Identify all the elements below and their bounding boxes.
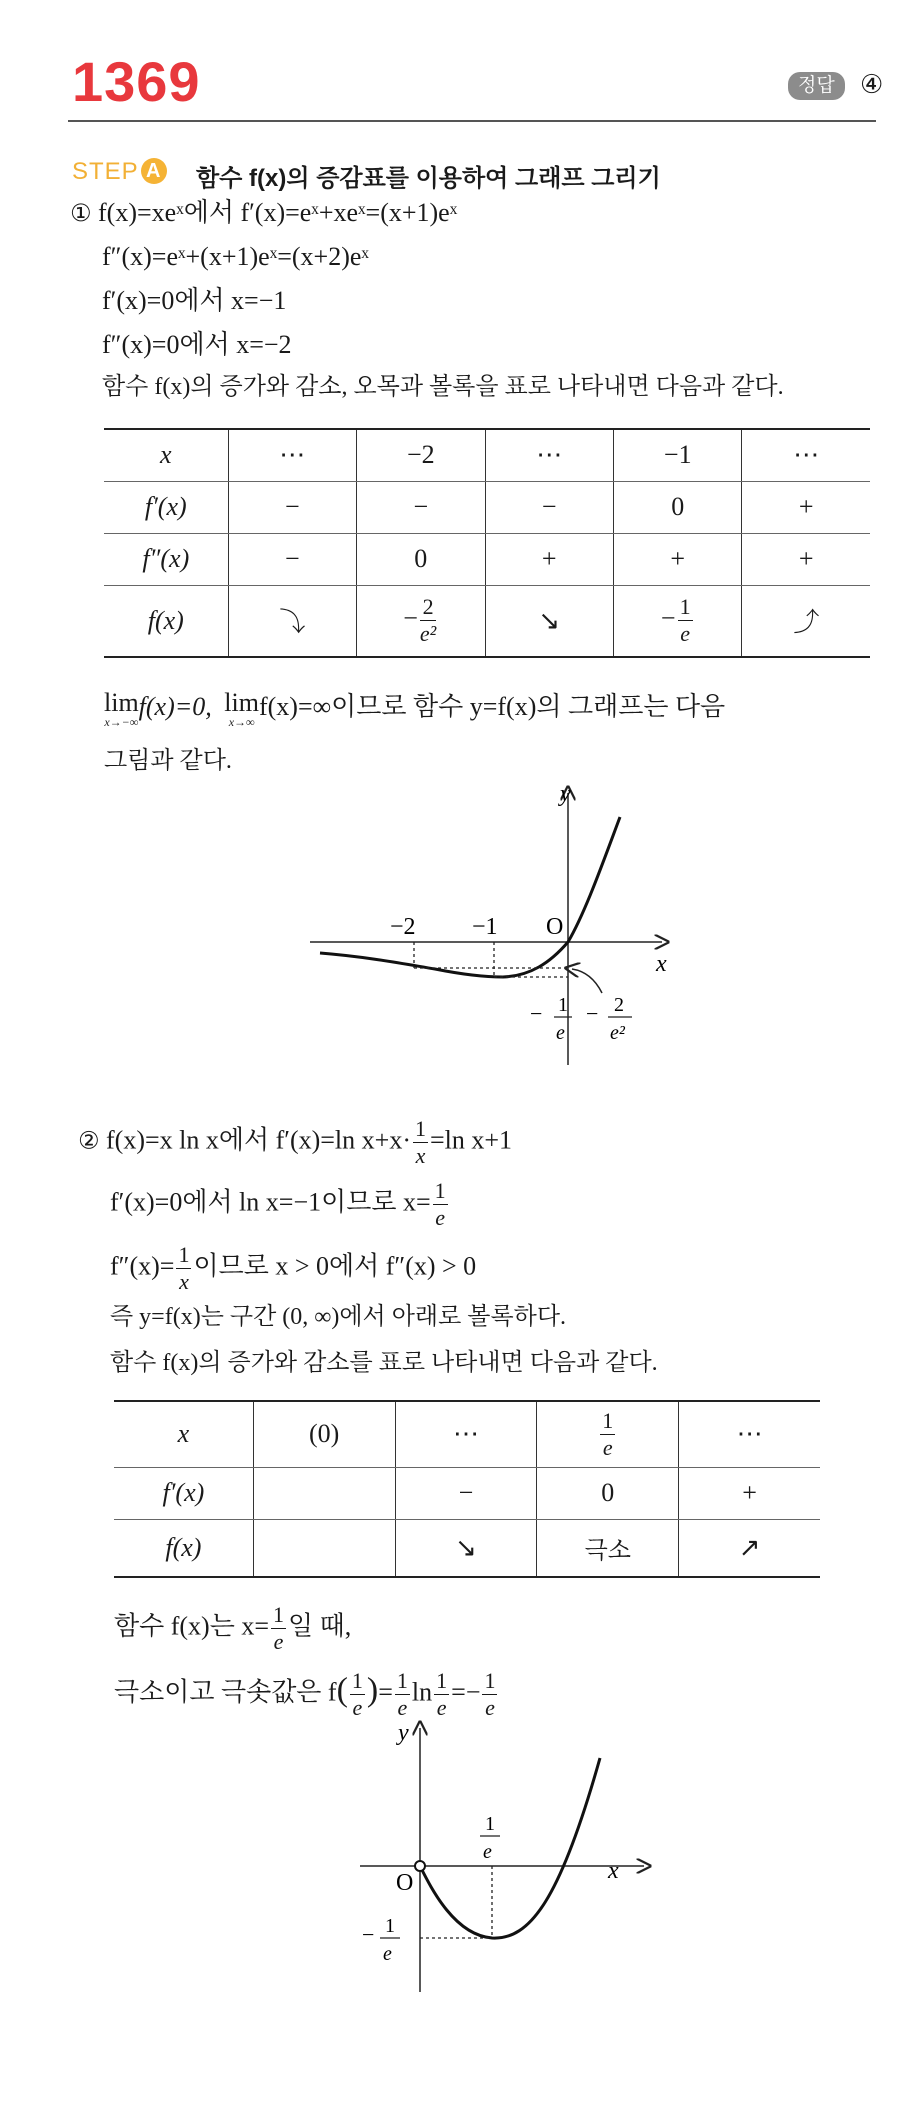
part2-line6: 함수 f(x)는 x= $\frac{1}{e}$ 일 때,	[114, 1602, 352, 1654]
value-neg2-den: e²	[610, 1022, 625, 1044]
callout-arrow	[572, 969, 602, 993]
table-cell: f″(x)	[104, 533, 228, 585]
part2-line5: 함수 f(x)의 증가와 감소를 표로 나타내면 다음과 같다.	[110, 1350, 658, 1376]
table-cell: (0)	[253, 1401, 395, 1467]
part1-table	[104, 428, 870, 658]
answer-badge: 정답	[788, 72, 845, 100]
table-cell: −	[485, 481, 613, 533]
table-cell: +	[679, 1467, 820, 1519]
graph-xlnx	[360, 1720, 660, 2000]
table-cell: x	[114, 1401, 253, 1467]
concave-down-decreasing-arrow-icon: ⤵	[228, 585, 356, 657]
part2-marker: ②	[78, 1126, 100, 1155]
table-cell: 0	[614, 481, 742, 533]
step-title: 함수 f(x)의 증감표를 이용하여 그래프 그리기	[196, 165, 661, 192]
table-cell: f(x)	[114, 1519, 253, 1577]
y-axis-label: y	[560, 785, 571, 807]
table-cell: +	[742, 481, 870, 533]
open-point	[415, 1861, 425, 1871]
part1-marker: ①	[70, 199, 92, 227]
table-cell: 0	[357, 533, 485, 585]
part1-line1: ① f(x)=xeˣ에서 f′(x)=eˣ+xeˣ=(x+1)eˣ	[70, 198, 458, 227]
tick-den: e	[483, 1841, 492, 1863]
answer-value: ④	[860, 70, 884, 100]
part1-line4: f″(x)=0에서 x=−2	[102, 330, 292, 359]
value-neg1-num: 1	[558, 994, 568, 1016]
origin-label: O	[546, 914, 564, 940]
header-divider	[68, 120, 876, 122]
concave-up-increasing-arrow-icon: ⤴	[742, 585, 870, 657]
table-cell: ⋯	[679, 1401, 820, 1467]
increasing-arrow-icon: ↗	[679, 1519, 820, 1577]
value-neg2-sign: −	[586, 1001, 599, 1026]
part2-line3: f″(x)= $\frac{1}{x}$ 이므로 x > 0에서 f″(x) > 0	[110, 1242, 477, 1294]
table-cell: ⋯	[485, 429, 613, 481]
x-axis-label: x	[608, 1858, 619, 1884]
table-row	[104, 585, 870, 657]
table-row	[104, 533, 870, 585]
part2-line1: ② f(x)=x ln x에서 f′(x)=ln x+x· $\frac{1}{x}$ =ln x+1	[78, 1116, 513, 1168]
step-letter-badge: A	[141, 158, 167, 184]
tick-label-neg1: −1	[472, 914, 498, 940]
table-cell: ⋯	[228, 429, 356, 481]
table-cell: −	[357, 481, 485, 533]
table-cell	[253, 1519, 395, 1577]
table-cell: −	[228, 533, 356, 585]
value-sign: −	[362, 1922, 375, 1947]
value-num: 1	[385, 1915, 395, 1937]
part1-limit-line: lim x→−∞ f(x)=0, lim x→∞ f(x)=∞이므로 함수 y=f(x)의 그래프는 다음	[104, 688, 726, 729]
table-row	[114, 1467, 820, 1519]
value-neg1-den: e	[556, 1022, 565, 1044]
part2-line7: 극소이고 극솟값은 f( $\frac{1}{e}$ )= $\frac{1}{e}$ ln $\frac{1}{e}$ =− $\frac{1}{e}$	[114, 1668, 496, 1720]
table-cell: f(x)	[104, 585, 228, 657]
value-den: e	[383, 1943, 392, 1965]
part2-table	[114, 1400, 820, 1578]
table-cell: −2	[357, 429, 485, 481]
part1-line2: f″(x)=eˣ+(x+1)eˣ=(x+2)eˣ	[102, 242, 369, 271]
part2-line2: f′(x)=0에서 ln x=−1이므로 x= $\frac{1}{e}$	[110, 1178, 446, 1230]
table-cell: ⋯	[395, 1401, 537, 1467]
graph-xex	[310, 785, 690, 1075]
table-cell: f′(x)	[104, 481, 228, 533]
table-row	[104, 481, 870, 533]
table-cell: −	[228, 481, 356, 533]
table-cell: +	[614, 533, 742, 585]
table-cell: − $\frac{1}{e}$	[614, 585, 742, 657]
decreasing-arrow-icon: ↘	[395, 1519, 537, 1577]
table-cell: +	[742, 533, 870, 585]
curve-xlnx	[420, 1758, 600, 1938]
value-neg1-sign: −	[530, 1001, 543, 1026]
curve-xex	[320, 817, 620, 977]
table-cell: 극소	[537, 1519, 679, 1577]
part1-line5: 함수 f(x)의 증가와 감소, 오목과 볼록을 표로 나타내면 다음과 같다.	[102, 374, 784, 400]
origin-label: O	[396, 1870, 414, 1896]
table-cell	[253, 1467, 395, 1519]
value-neg2-num: 2	[614, 994, 624, 1016]
table-cell: x	[104, 429, 228, 481]
table-cell: +	[485, 533, 613, 585]
table-cell: $\frac{1}{e}$	[537, 1401, 679, 1467]
problem-number: 1369	[72, 50, 201, 113]
table-cell: ⋯	[742, 429, 870, 481]
table-cell: − $\frac{2}{\text{e²}}$	[357, 585, 485, 657]
concave-up-decreasing-arrow-icon: ↘	[485, 585, 613, 657]
tick-label-neg2: −2	[390, 914, 416, 940]
part2-line4: 즉 y=f(x)는 구간 (0, ∞)에서 아래로 볼록하다.	[110, 1304, 566, 1330]
step-label: STEP A	[72, 158, 167, 186]
x-axis-label: x	[656, 951, 667, 977]
table-row	[104, 429, 870, 481]
part1-limit-line2: 그림과 같다.	[104, 748, 232, 774]
table-cell: −1	[614, 429, 742, 481]
table-cell: −	[395, 1467, 537, 1519]
y-axis-label: y	[398, 1720, 409, 1746]
table-row	[114, 1401, 820, 1467]
tick-num: 1	[485, 1813, 495, 1835]
table-row	[114, 1519, 820, 1577]
part1-line3: f′(x)=0에서 x=−1	[102, 286, 287, 315]
table-cell: 0	[537, 1467, 679, 1519]
table-cell: f′(x)	[114, 1467, 253, 1519]
